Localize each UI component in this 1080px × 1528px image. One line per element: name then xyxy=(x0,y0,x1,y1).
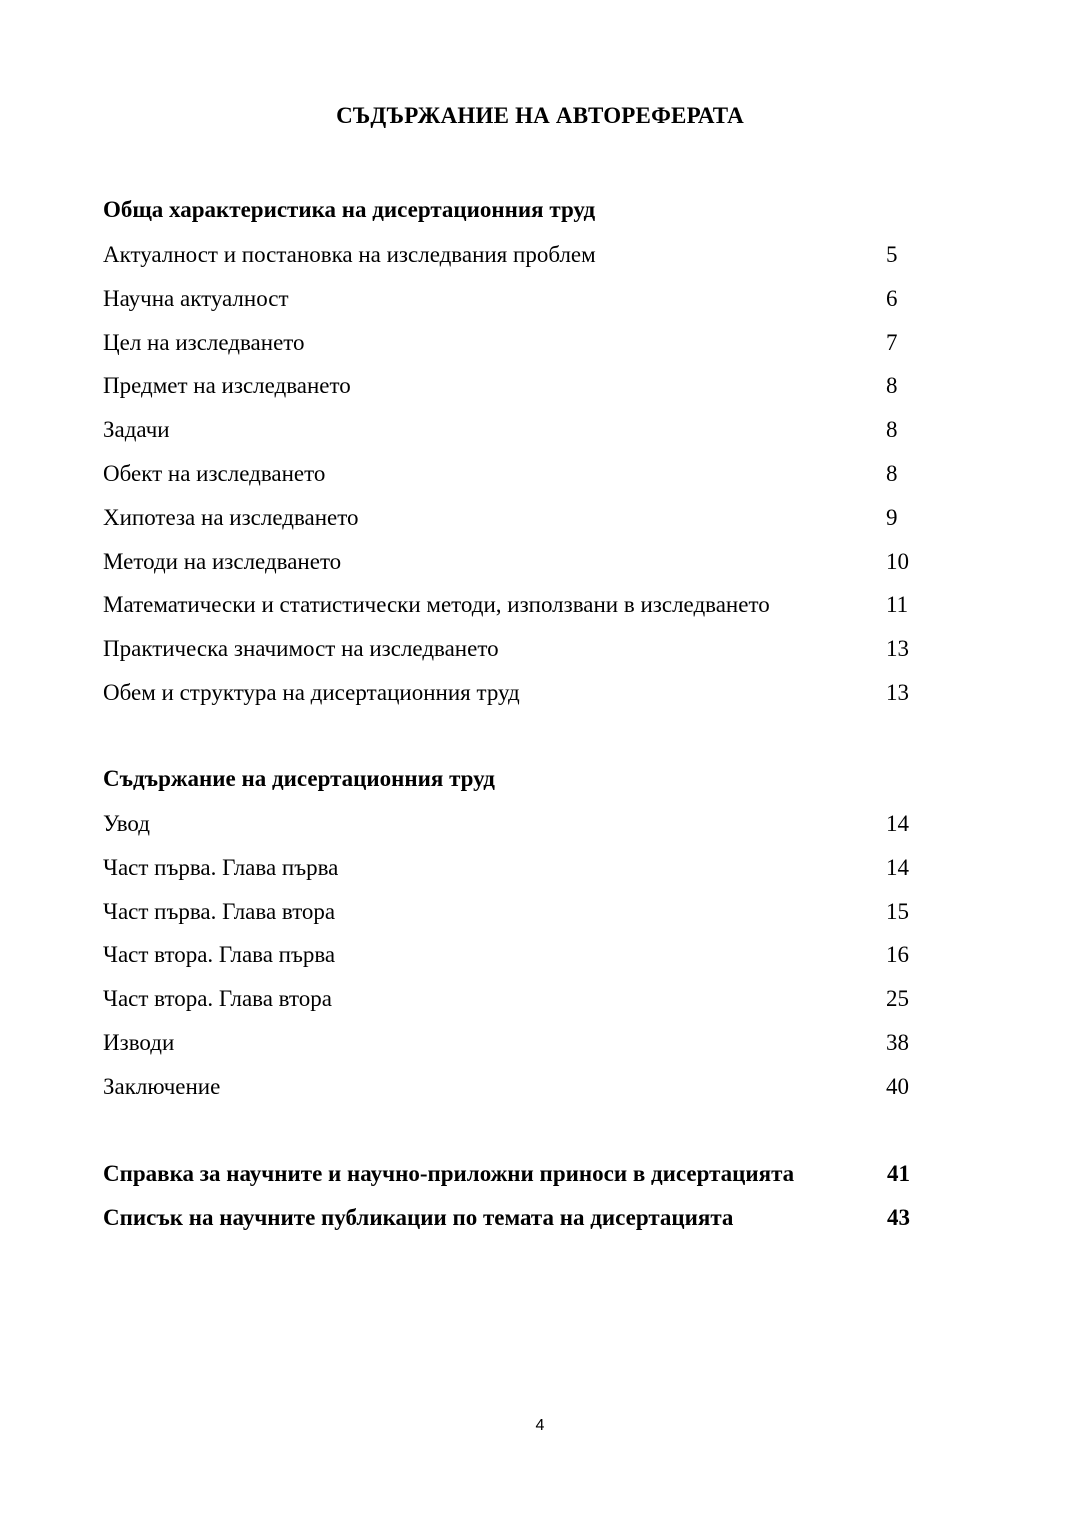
toc-list-contents xyxy=(103,809,915,1116)
toc-entry-label: Увод xyxy=(103,811,150,836)
toc-entry-page: 40 xyxy=(886,1073,909,1099)
toc-entry-contributions[interactable] xyxy=(103,1159,915,1203)
toc-entry[interactable] xyxy=(103,590,915,634)
toc-entry[interactable] xyxy=(103,415,915,459)
toc-list-appendix xyxy=(103,1159,915,1247)
toc-entry-label: Методи на изследването xyxy=(103,548,342,574)
toc-entry-label: Част първа. Глава първа xyxy=(103,854,339,880)
toc-entry-label: Част втора. Глава втора xyxy=(103,986,332,1012)
toc-entry-page: 41 xyxy=(887,1161,910,1186)
toc-entry-label: Изводи xyxy=(103,1029,175,1055)
toc-entry-label: Хипотеза на изследването xyxy=(103,504,359,530)
toc-entry-page: 13 xyxy=(886,679,909,705)
toc-entry-page: 43 xyxy=(887,1204,910,1230)
toc-entry[interactable] xyxy=(103,634,915,678)
toc-entry[interactable] xyxy=(103,240,915,284)
toc-entry[interactable] xyxy=(103,459,915,503)
toc-entry-page: 25 xyxy=(886,986,909,1012)
toc-entry[interactable] xyxy=(103,809,915,853)
toc-entry-page: 14 xyxy=(886,854,909,880)
toc-entry[interactable] xyxy=(103,984,915,1028)
toc-entry[interactable] xyxy=(103,284,915,328)
toc-entry-label: Част първа. Глава втора xyxy=(103,898,336,924)
toc-entry-label: Справка за научните и научно-приложни приноси в дисертацията xyxy=(103,1161,795,1186)
toc-entry-page: 11 xyxy=(886,592,909,618)
toc-entry-page: 15 xyxy=(886,898,909,924)
toc-entry[interactable] xyxy=(103,547,915,591)
toc-entry-label: Част втора. Глава първа xyxy=(103,942,336,968)
toc-entry-label: Обект на изследването xyxy=(103,460,326,486)
toc-entry[interactable] xyxy=(103,371,915,415)
section-heading-general: Обща характеристика на дисертационния труд xyxy=(103,197,596,222)
toc-entry[interactable] xyxy=(103,1028,915,1072)
toc-entry-label: Заключение xyxy=(103,1073,221,1099)
toc-entry-page: 14 xyxy=(886,811,909,836)
section-heading-contents: Съдържание на дисертационния труд xyxy=(103,766,495,791)
toc-entry[interactable] xyxy=(103,853,915,897)
toc-entry[interactable] xyxy=(103,940,915,984)
toc-entry-page: 38 xyxy=(886,1029,909,1055)
toc-entry-label: Цел на изследването xyxy=(103,329,305,355)
toc-entry-label: Практическа значимост на изследването xyxy=(103,636,499,662)
toc-entry-page: 8 xyxy=(886,373,898,399)
toc-entry-label: Обем и структура на дисертационния труд xyxy=(103,679,520,705)
toc-entry[interactable] xyxy=(103,897,915,941)
toc-entry[interactable] xyxy=(103,1072,915,1116)
toc-entry-label: Актуалност и постановка на изследвания проблем xyxy=(103,242,596,267)
toc-entry[interactable] xyxy=(103,678,915,722)
toc-entry-label: Научна актуалност xyxy=(103,285,289,311)
toc-entry-page: 16 xyxy=(886,942,909,968)
toc-entry-label: Математически и статистически методи, използвани в изследването xyxy=(103,592,770,618)
toc-entry-page: 8 xyxy=(886,417,898,443)
toc-entry-page: 8 xyxy=(886,460,898,486)
toc-entry-page: 10 xyxy=(886,548,909,574)
toc-entry-label: Предмет на изследването xyxy=(103,373,351,399)
toc-entry-page: 7 xyxy=(886,329,898,355)
toc-entry[interactable] xyxy=(103,328,915,372)
toc-entry-page: 6 xyxy=(886,285,898,311)
page-title: СЪДЪРЖАНИЕ НА АВТОРЕФЕРАТА xyxy=(336,103,744,128)
toc-list-general xyxy=(103,240,915,722)
toc-entry-page: 9 xyxy=(886,504,898,530)
page-number: 4 xyxy=(535,1417,545,1434)
toc-entry-page: 5 xyxy=(886,242,898,267)
toc-entry[interactable] xyxy=(103,503,915,547)
toc-entry-publications[interactable] xyxy=(103,1203,915,1247)
toc-entry-label: Задачи xyxy=(103,417,170,443)
toc-entry-label: Списък на научните публикации по темата на дисертацията xyxy=(103,1204,734,1230)
toc-entry-page: 13 xyxy=(886,636,909,662)
